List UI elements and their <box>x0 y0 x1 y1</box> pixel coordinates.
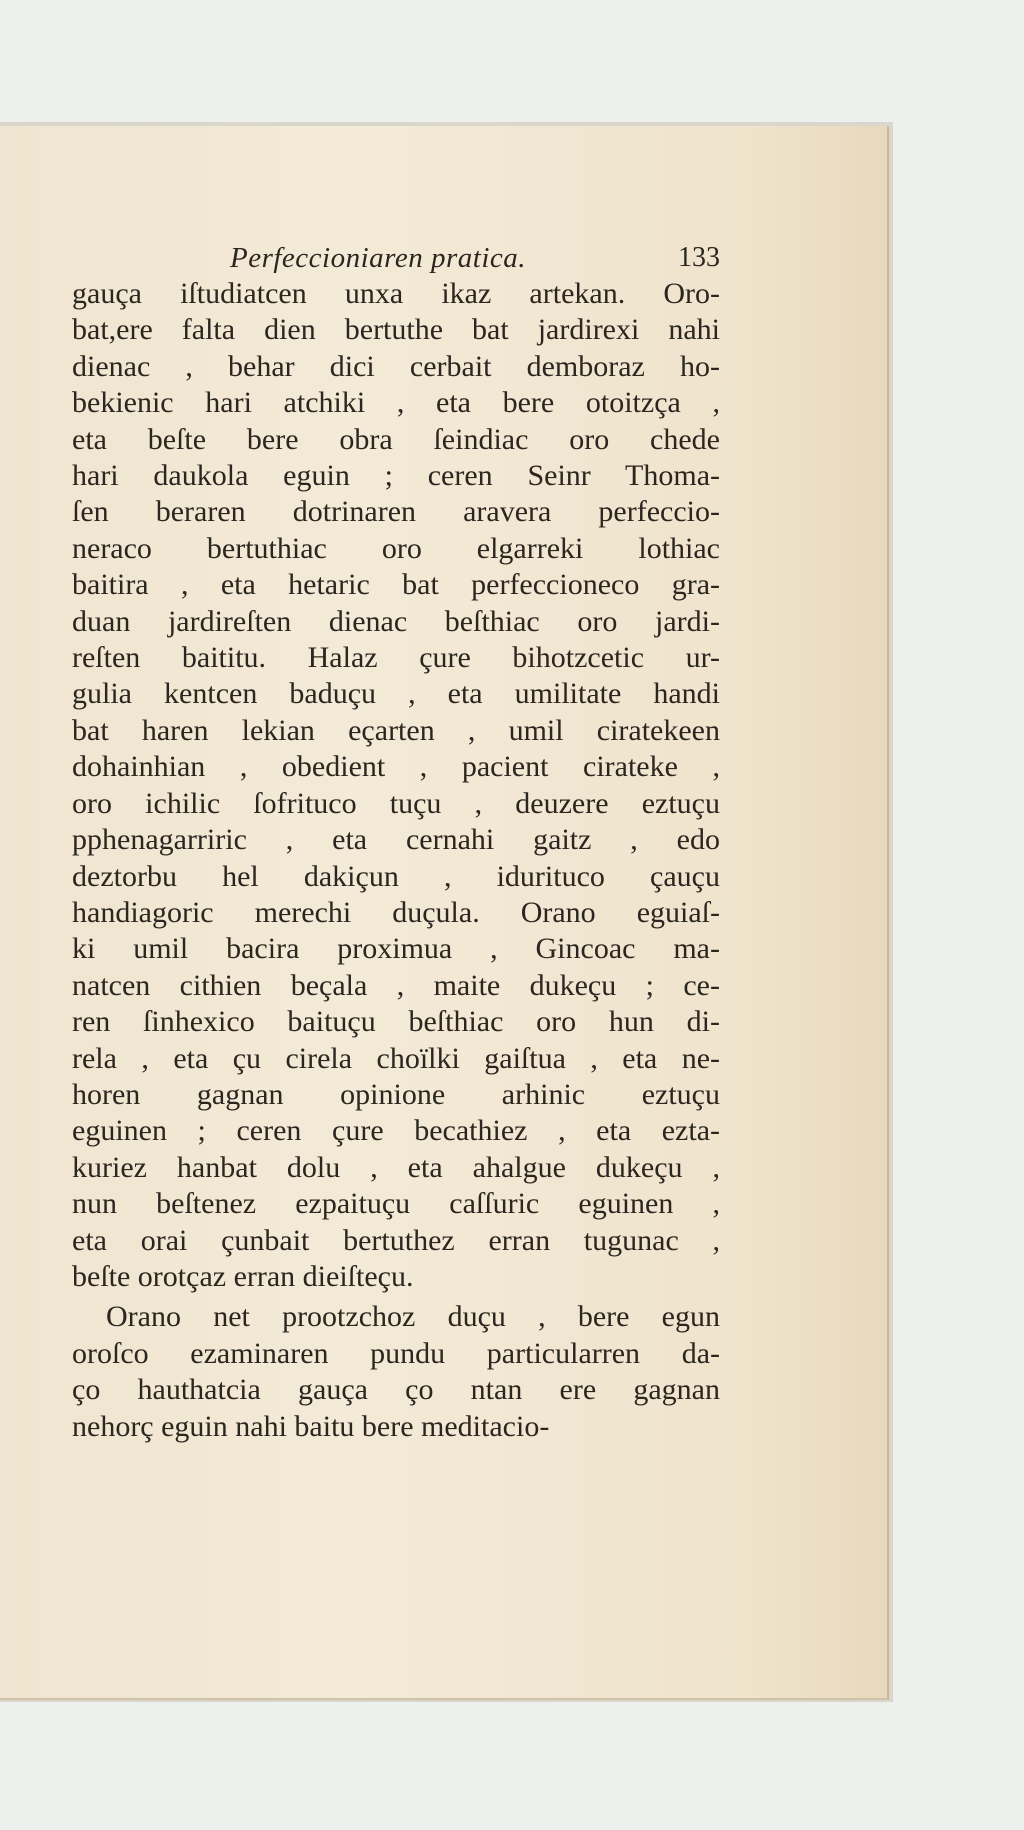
text-line: nehorç eguin nahi baitu bere meditacio- <box>72 1409 550 1443</box>
text-line: duan jardireſten dienac beſthiac oro jardi- <box>72 604 720 638</box>
text-line: dohainhian , obedient , pacient cirateke , <box>72 750 720 784</box>
text-line: deztorbu hel dakiçun , idurituco çauçu <box>72 859 720 893</box>
text-line: ço hauthatcia gauça ço ntan ere gagnan <box>72 1373 720 1407</box>
text-line: beſte orotçaz erran dieiſteçu. <box>72 1259 414 1293</box>
body-text <box>72 276 720 1445</box>
text-line: kuriez hanbat dolu , eta ahalgue dukeçu , <box>72 1150 720 1184</box>
text-line: hari daukola eguin ; ceren Seinr Thoma- <box>72 459 720 493</box>
page-number: 133 <box>678 242 720 273</box>
text-line: horen gagnan opinione arhinic eztuçu <box>72 1077 720 1111</box>
text-line: eta beſte bere obra ſeindiac oro chede <box>72 422 720 456</box>
text-line: oroſco ezaminaren pundu particularren da- <box>72 1336 720 1370</box>
text-line: rela , eta çu cirela choïlki gaiſtua , eta ne- <box>72 1041 720 1075</box>
text-line: gulia kentcen baduçu , eta umilitate handi <box>72 677 720 711</box>
text-line: pphenagarriric , eta cernahi gaitz , edo <box>72 823 720 857</box>
text-line: eguinen ; ceren çure becathiez , eta ezta- <box>72 1114 720 1148</box>
text-line: oro ichilic ſofrituco tuçu , deuzere eztuçu <box>72 786 720 820</box>
text-line: neraco bertuthiac oro elgarreki lothiac <box>72 531 720 565</box>
text-line: Orano net prootzchoz duçu , bere egun <box>106 1300 720 1334</box>
text-line: eta orai çunbait bertuthez erran tugunac , <box>72 1223 720 1257</box>
book-page <box>0 126 889 1700</box>
text-line: nun beſtenez ezpaituçu caſſuric eguinen , <box>72 1187 720 1221</box>
text-line: ki umil bacira proximua , Gincoac ma- <box>72 932 720 966</box>
text-line: dienac , behar dici cerbait demboraz ho- <box>72 349 720 383</box>
text-line: natcen cithien beçala , maite dukeçu ; ce- <box>72 968 720 1002</box>
text-line: reſten baititu. Halaz çure bihotzcetic ur- <box>72 641 720 675</box>
paragraph <box>72 1299 720 1445</box>
text-line: bat haren lekian eçarten , umil ciratekeen <box>72 713 720 747</box>
paragraph <box>72 276 720 1295</box>
text-line: handiagoric merechi duçula. Orano eguiaſ- <box>72 895 720 929</box>
text-block <box>72 236 720 1445</box>
text-line: ſen beraren dotrinaren aravera perfeccio- <box>72 495 720 529</box>
text-line: bat,ere falta dien bertuthe bat jardirexi nahi <box>72 313 720 347</box>
text-line: gauça iſtudiatcen unxa ikaz artekan. Oro- <box>72 277 720 310</box>
text-line: baitira , eta hetaric bat perfeccioneco gra- <box>72 568 720 602</box>
page-header <box>72 236 720 276</box>
text-line: ren ſinhexico baituçu beſthiac oro hun di- <box>72 1005 720 1039</box>
running-title: Perfeccioniaren pratica. <box>230 242 527 274</box>
text-line: bekienic hari atchiki , eta bere otoitzça , <box>72 386 720 420</box>
